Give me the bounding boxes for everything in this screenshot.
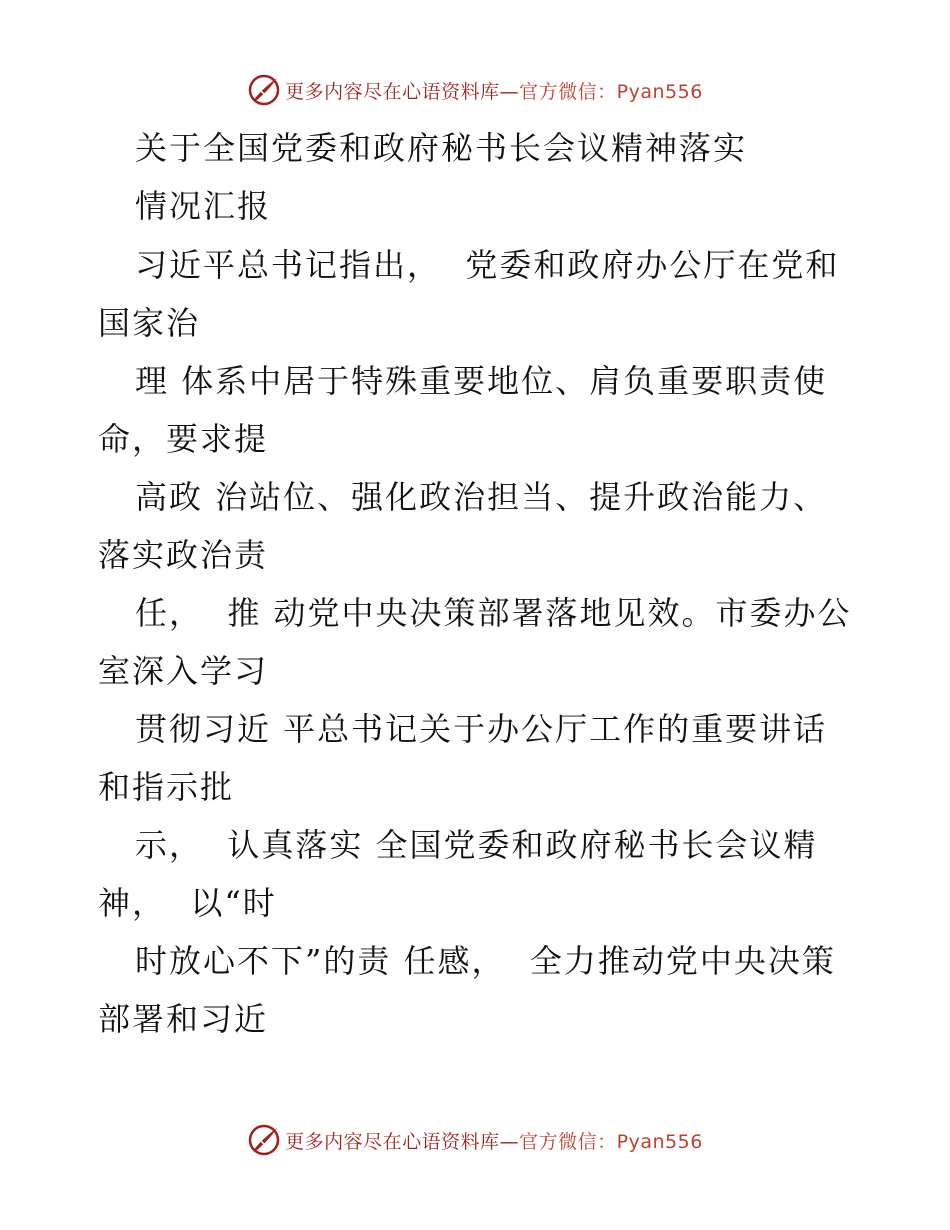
doc-line: 贯彻习近 平总书记关于办公厅工作的重要讲话 xyxy=(135,710,828,748)
quill-logo-icon xyxy=(247,1123,281,1157)
doc-line: 习近平总书记指出， 党委和政府办公厅在党和 xyxy=(135,246,840,284)
doc-line: 高政 治站位、强化政治担当、提升政治能力、 xyxy=(135,478,828,516)
doc-title-line-2: 情况汇报 xyxy=(135,187,272,225)
doc-line: 和指示批 xyxy=(98,768,235,806)
header-wechat-text: 官方微信：Pyan556 xyxy=(519,80,703,103)
doc-line: 室深入学习 xyxy=(98,652,269,690)
doc-line: 时放心不下”的责 任感， 全力推动党中央决策 xyxy=(135,942,836,980)
doc-line: 落实政治责 xyxy=(98,536,269,574)
quill-logo-icon xyxy=(247,73,281,107)
header-banner xyxy=(0,70,950,110)
doc-line: 神， 以“时 xyxy=(98,884,277,922)
doc-line: 任， 推 动党中央决策部署落地见效。市委办公 xyxy=(135,594,852,632)
doc-line: 国家治 xyxy=(98,304,201,342)
footer-banner-text: 更多内容尽在心语资料库—官方微信：Pyan556 xyxy=(285,1130,703,1153)
header-banner-text: 更多内容尽在心语资料库—官方微信：Pyan556 xyxy=(285,80,703,103)
doc-line: 命，要求提 xyxy=(98,420,269,458)
doc-line: 理 体系中居于特殊重要地位、肩负重要职责使 xyxy=(135,362,828,400)
footer-wechat-text: 官方微信：Pyan556 xyxy=(519,1130,703,1153)
footer-banner xyxy=(0,1120,950,1160)
doc-line: 部署和习近 xyxy=(98,1000,269,1038)
doc-line: 示， 认真落实 全国党委和政府秘书长会议精 xyxy=(135,826,818,864)
doc-title-line-1: 关于全国党委和政府秘书长会议精神落实 xyxy=(135,129,748,167)
